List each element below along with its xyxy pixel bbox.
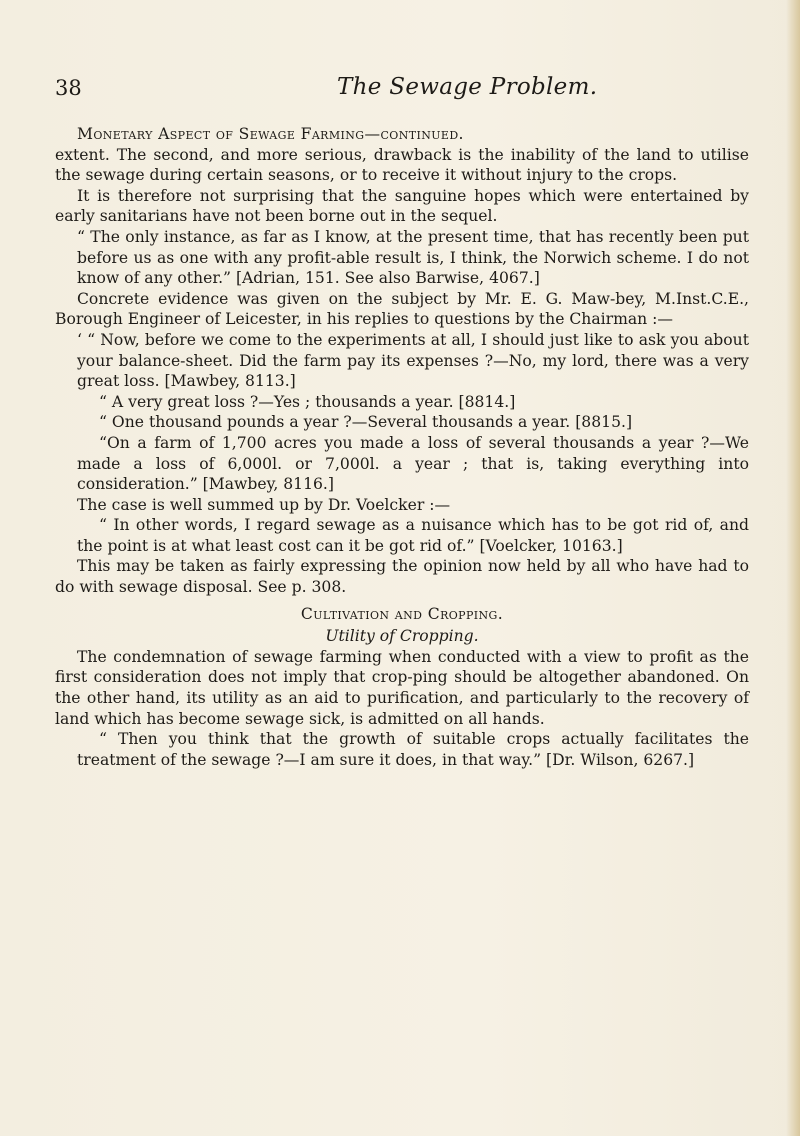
running-title: The Sewage Problem. bbox=[337, 74, 598, 100]
section-heading: Cultivation and Cropping. bbox=[300, 604, 504, 623]
paragraph: It is therefore not surprising that the sanguine hopes which were entertained by early sanitarians have not been borne out in the sequel. bbox=[55, 186, 749, 226]
paragraph: extent. The second, and more serious, drawback is the inability of the land to utilise the sewage during certain seasons, or to receive it without injury to the crops. bbox=[55, 145, 749, 185]
subsection-heading: Utility of Cropping. bbox=[325, 627, 479, 646]
paragraph: The condemnation of sewage farming when conducted with a view to profit as the first consideration does not imply that crop-ping should be altogether abandoned. On the other hand, its utility as an aid to purification, and particularly to the recovery of land which has become sewage sick, is admitted on all hands. bbox=[55, 647, 749, 728]
paragraph: Concrete evidence was given on the subject by Mr. E. G. Maw-bey, M.Inst.C.E., Borough Engineer of Leicester, in his replies to questions by the Chairman :— bbox=[55, 289, 749, 329]
quotation: “ In other words, I regard sewage as a nuisance which has to be got rid of, and the point is at what least cost can it be got rid of.” [Voelcker, 10163.] bbox=[77, 516, 749, 555]
quotation: ‘ “ Now, before we come to the experiments at all, I should just like to ask you about your balance-sheet. Did the farm pay its expenses ?—No, my lord, there was a very great loss. [Mawbey, 8113.] bbox=[77, 330, 749, 391]
quotation: “ A very great loss ?—Yes ; thousands a year. [8814.] bbox=[99, 392, 516, 411]
page-number: 38 bbox=[55, 76, 82, 100]
quotation: “On a farm of 1,700 acres you made a loss of several thousands a year ?—We made a loss of 6,000l. or 7,000l. a year ; that is, taking everything into consideration.” [Mawbey, 8116.] bbox=[77, 433, 749, 494]
continued-heading: Monetary Aspect of Sewage Farming—continued. bbox=[77, 125, 464, 143]
quotation: “ One thousand pounds a year ?—Several thousands a year. [8815.] bbox=[99, 413, 633, 432]
paragraph: This may be taken as fairly expressing the opinion now held by all who have had to do with sewage disposal. See p. 308. bbox=[55, 557, 749, 597]
page-header bbox=[55, 76, 745, 106]
paragraph: The case is well summed up by Dr. Voelcker :— bbox=[77, 495, 451, 514]
quotation: “ Then you think that the growth of suitable crops actually facilitates the treatment of the sewage ?—I am sure it does, in that way.” [Dr. Wilson, 6267.] bbox=[77, 730, 749, 769]
page-edge-shadow bbox=[786, 0, 800, 1136]
quotation: “ The only instance, as far as I know, at the present time, that has recently been put before us as one with any profit-able result is, I think, the Norwich scheme. I do not know of any other.” [Adrian, 151. See also Barwise, 4067.] bbox=[77, 227, 749, 288]
page-body bbox=[55, 124, 749, 770]
